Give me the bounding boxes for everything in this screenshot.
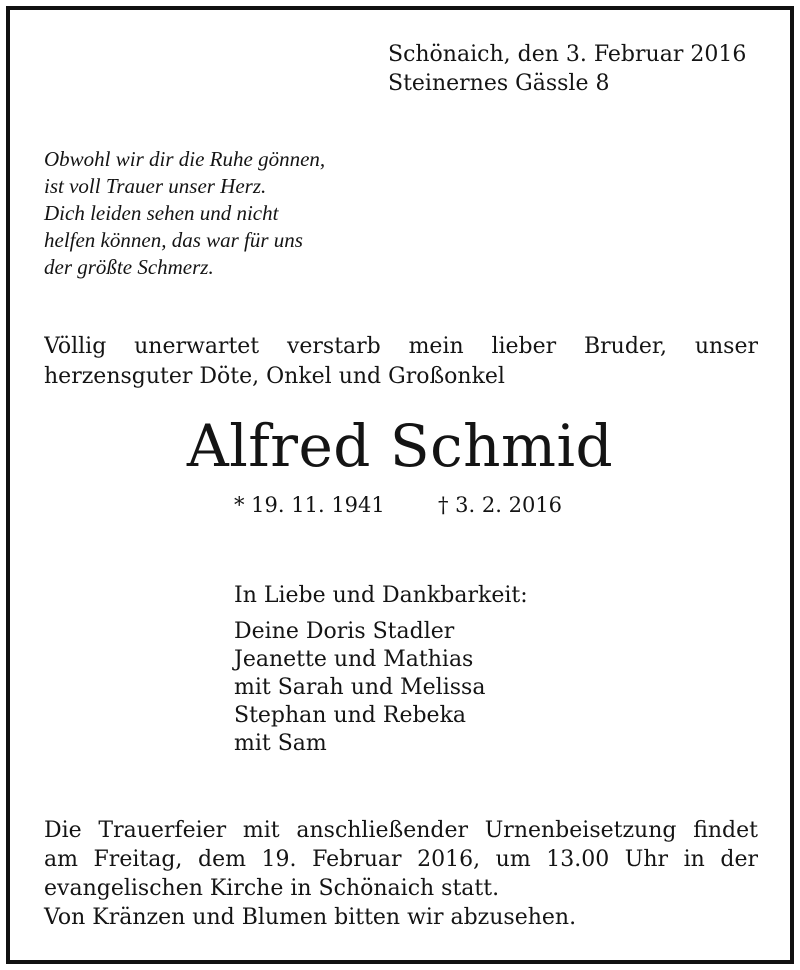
poem	[44, 146, 325, 281]
mourner-name: Deine Doris Stadler	[234, 619, 455, 644]
mourner-name: Jeanette und Mathias	[234, 647, 474, 672]
address: Steinernes Gässle 8	[388, 71, 610, 96]
poem-line: helfen können, das war für uns	[44, 228, 303, 252]
intro-line: herzensguter Döte, Onkel und Großonkel	[44, 364, 505, 389]
intro-line: Völlig unerwartet verstarb mein lieber Bruder, unser	[44, 334, 758, 359]
mourner-name: mit Sam	[234, 731, 327, 756]
mourners-block	[234, 582, 528, 758]
deceased-name: Alfred Schmid	[186, 412, 614, 480]
funeral-details	[44, 816, 758, 932]
mourner-name: mit Sarah und Melissa	[234, 675, 486, 700]
death-date: † 3. 2. 2016	[438, 493, 563, 517]
funeral-line: evangelischen Kirche in Schönaich statt.	[44, 876, 500, 901]
header-block	[388, 40, 746, 98]
poem-line: der größte Schmerz.	[44, 255, 214, 279]
mourners-heading: In Liebe und Dankbarkeit:	[234, 583, 528, 608]
birth-date: * 19. 11. 1941	[234, 493, 385, 517]
funeral-line: Die Trauerfeier mit anschließender Urnenbeisetzung findet	[44, 818, 758, 843]
intro-text	[44, 332, 758, 392]
place-date: Schönaich, den 3. Februar 2016	[388, 42, 747, 67]
poem-line: Obwohl wir dir die Ruhe gönnen,	[44, 147, 326, 171]
mourner-name: Stephan und Rebeka	[234, 703, 467, 728]
poem-line: ist voll Trauer unser Herz.	[44, 174, 267, 198]
poem-line: Dich leiden sehen und nicht	[44, 201, 279, 225]
funeral-line: am Freitag, dem 19. Februar 2016, um 13.00 Uhr in der	[44, 847, 758, 872]
funeral-line: Von Kränzen und Blumen bitten wir abzusehen.	[44, 905, 577, 930]
